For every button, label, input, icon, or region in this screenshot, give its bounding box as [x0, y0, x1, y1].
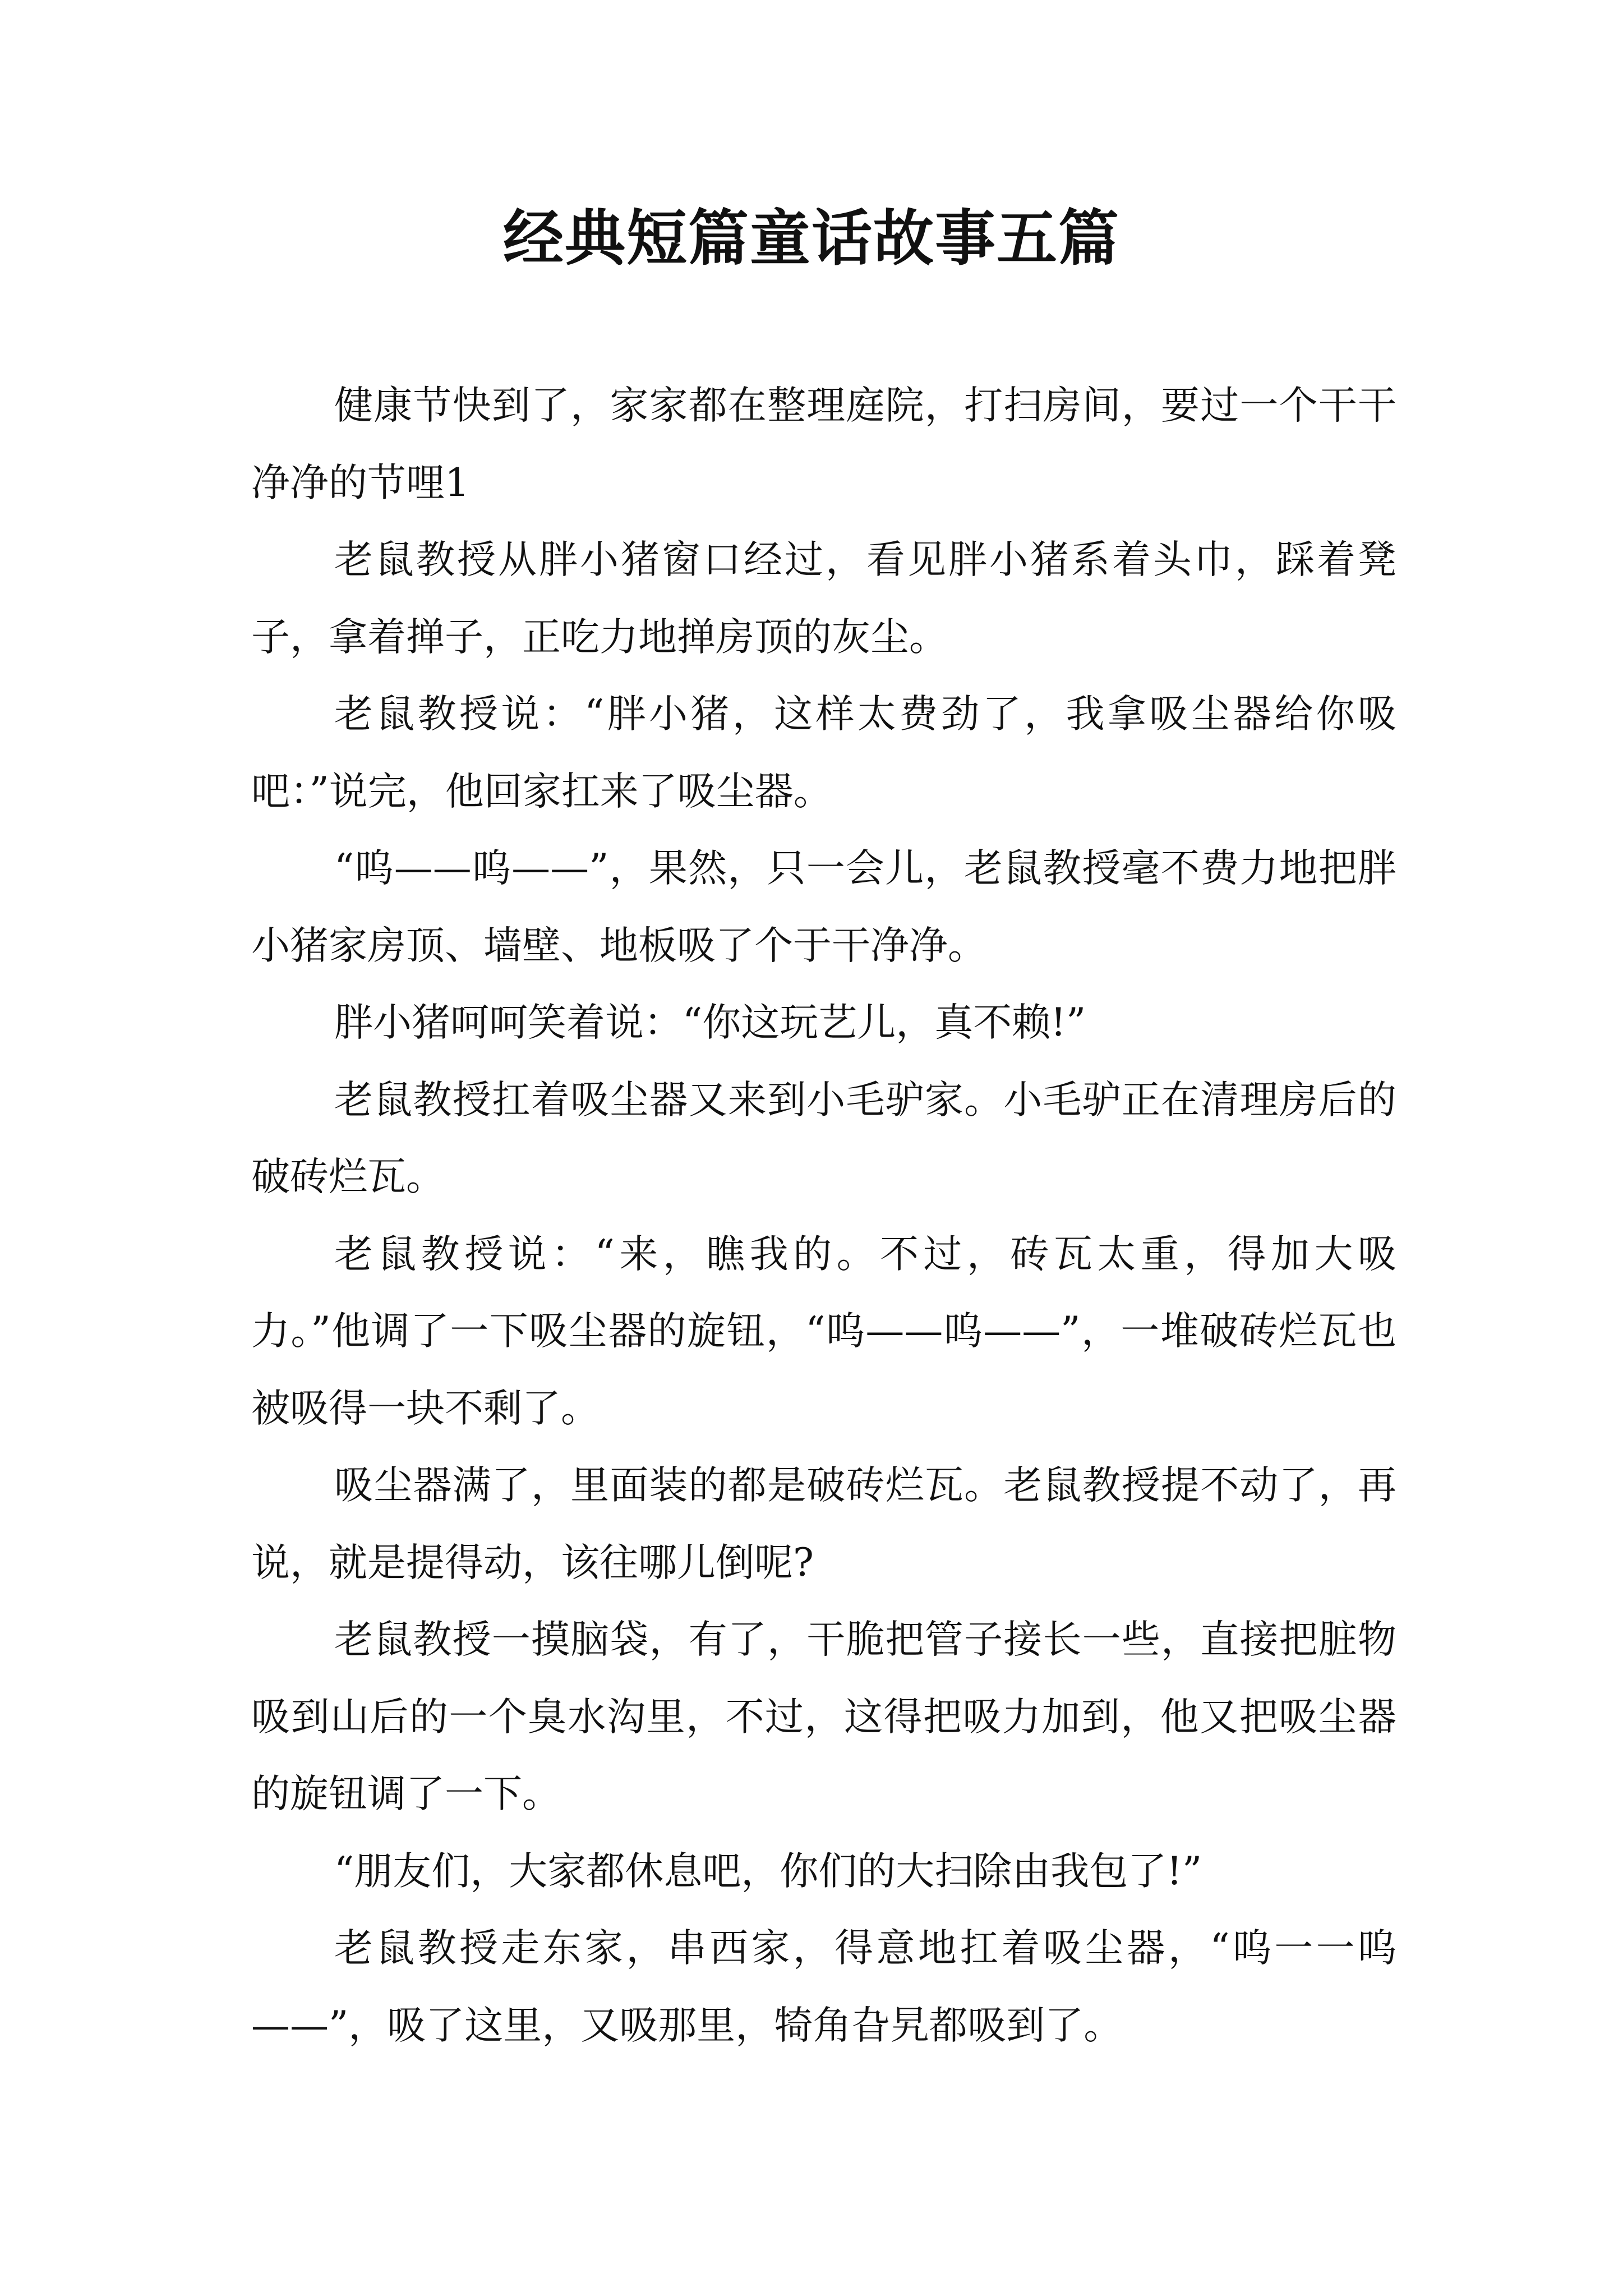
paragraph-10: “朋友们，大家都休息吧，你们的大扫除由我包了!”	[334, 1848, 1202, 1894]
paragraph-3: 老鼠教授说：“胖小猪，这样太费劲了，我拿吸尘器给你吸吧：”说完，他回家扛来了吸尘器。	[251, 692, 1396, 814]
paragraph-7: 老鼠教授说：“来，瞧我的。不过，砖瓦太重，得加大吸力。”他调了一下吸尘器的旋钮，“呜——呜——”，一堆破砖烂瓦也被吸得一块不剩了。	[251, 1231, 1396, 1431]
paragraph-4: “呜——呜——”，果然，只一会儿，老鼠教授毫不费力地把胖小猪家房顶、墙壁、地板吸了个于干净净。	[251, 846, 1396, 968]
paragraph-2: 老鼠教授从胖小猪窗口经过，看见胖小猪系着头巾，踩着凳子，拿着掸子，正吃力地掸房顶的灰尘。	[251, 537, 1396, 660]
paragraph-6: 老鼠教授扛着吸尘器又来到小毛驴家。小毛驴正在清理房后的破砖烂瓦。	[251, 1077, 1396, 1199]
document-body	[251, 367, 1396, 2064]
paragraph-11: 老鼠教授走东家，串西家，得意地扛着吸尘器，“呜一一呜——”，吸了这里，又吸那里，犄角旮旯都吸到了。	[251, 1926, 1396, 2048]
paragraph-5: 胖小猪呵呵笑着说：“你这玩艺儿，真不赖!”	[334, 1000, 1086, 1045]
paragraph-9: 老鼠教授一摸脑袋，有了，干脆把管子接长一些，直接把脏物吸到山后的一个臭水沟里，不过，这得把吸力加到，他又把吸尘器的旋钮调了一下。	[251, 1617, 1396, 1816]
paragraph-1: 健康节快到了，家家都在整理庭院，打扫房间，要过一个干干净净的节哩1	[251, 383, 1396, 505]
paragraph-8: 吸尘器满了，里面装的都是破砖烂瓦。老鼠教授提不动了，再说，就是提得动，该往哪儿倒呢?	[251, 1463, 1396, 1585]
document-title: 经典短篇童话故事五篇	[502, 203, 1120, 274]
